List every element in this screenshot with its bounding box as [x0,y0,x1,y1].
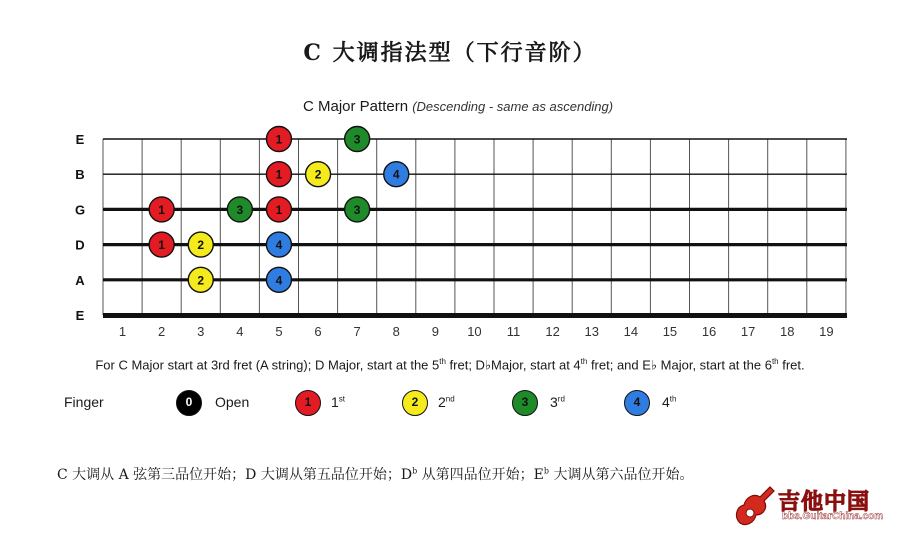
footnote-part-4: fret. [778,357,805,373]
legend-dot-finger-2: 2 [402,390,428,416]
fret-number: 11 [506,324,521,339]
string-label: G [74,202,86,218]
legend-dot-open: 0 [176,390,202,416]
start-position-note [0,357,900,373]
footnote-sup-2: th [580,357,588,366]
fret-number: 5 [275,324,283,339]
subtitle-main: C Major Pattern [303,98,409,115]
fret-number: 8 [392,324,400,339]
note-finger-label: 1 [158,238,165,253]
fret-number: 4 [236,324,244,339]
legend-label: Finger [64,394,104,410]
footnote-sup-3: th [771,357,779,366]
note-finger-label: 1 [158,202,165,217]
note-finger-label: 4 [392,167,400,182]
string-label: A [75,272,85,288]
legend-sup-4: th [669,394,677,404]
fret-number: 1 [118,324,127,339]
note-finger-label: 2 [197,238,205,253]
legend-text-2: 2 [438,394,446,410]
string-label: B [75,167,85,183]
chinese-position-note [57,464,693,484]
legend-dot-finger-4: 4 [624,390,650,416]
fret-number: 16 [701,324,717,339]
fret-number: 12 [545,324,560,339]
fret-number: 19 [819,324,834,339]
cn-note-sup-1: b [412,466,418,476]
legend-text-4: 4 [662,394,670,410]
footnote-part-3: fret; and E♭ Major, start at the 6 [587,357,772,373]
legend-text-finger-4 [662,394,676,410]
note-finger-label: 1 [275,132,283,147]
note-finger-label: 1 [275,167,283,182]
footnote-part-1: For C Major start at 3rd fret (A string); D Major, start at the 5 [95,357,440,373]
legend-sup-3: rd [557,394,565,404]
note-finger-label: 3 [236,202,244,217]
fret-number: 3 [197,324,205,339]
subtitle-note: (Descending - same as ascending) [412,99,614,114]
legend-text-finger-2 [438,394,455,410]
legend-text-finger-1 [331,394,345,410]
note-finger-label: 2 [314,167,322,182]
legend-dot-finger-1: 1 [295,390,321,416]
fret-number: 15 [662,324,678,339]
footnote-part-2: fret; D♭Major, start at 4 [445,357,581,373]
note-finger-label: 4 [275,238,283,253]
site-watermark [732,483,892,531]
fret-number: 10 [467,324,482,339]
note-finger-label: 2 [197,273,205,288]
fret-number: 6 [314,324,322,339]
cn-note-part-3: 大调从第六品位开始。 [549,467,694,483]
note-finger-label: 3 [353,202,361,217]
fret-number: 2 [158,324,166,339]
cn-note-sup-2: b [543,466,549,476]
page-title: C 大调指法型（下行音阶） [303,40,597,66]
legend-sup-1: st [338,394,346,404]
fretboard-edge [103,313,847,318]
cn-note-part-1: C 大调从 A 弦第三品位开始；D 大调从第五品位开始；D [57,467,413,483]
note-finger-label: 1 [275,202,283,217]
fret-number: 9 [431,324,439,339]
note-finger-label: 3 [353,132,361,147]
string-label: E [75,132,85,147]
fret-number: 13 [584,324,599,339]
footnote-sup-1: th [439,357,446,366]
watermark-text: 吉他中国 [778,489,871,514]
string-label: E [75,308,85,323]
legend-text-3: 3 [550,394,558,410]
fret-number: 14 [623,324,639,339]
legend-dot-finger-3: 3 [512,390,538,416]
fret-number: 17 [740,324,756,339]
cn-note-part-2: 从第四品位开始；E [417,467,544,483]
finger-legend [0,388,900,418]
note-finger-label: 4 [275,273,283,288]
string-label: D [75,237,85,253]
legend-text-finger-3 [550,394,565,410]
guitar-logo-icon [732,483,776,529]
legend-text-open: Open [215,394,250,410]
legend-sup-2: nd [445,394,455,404]
watermark-url: bbs.GuitarChina.com [782,511,884,522]
legend-text-1: 1 [331,394,339,410]
fret-number: 18 [780,324,795,339]
fret-number: 7 [353,324,361,339]
